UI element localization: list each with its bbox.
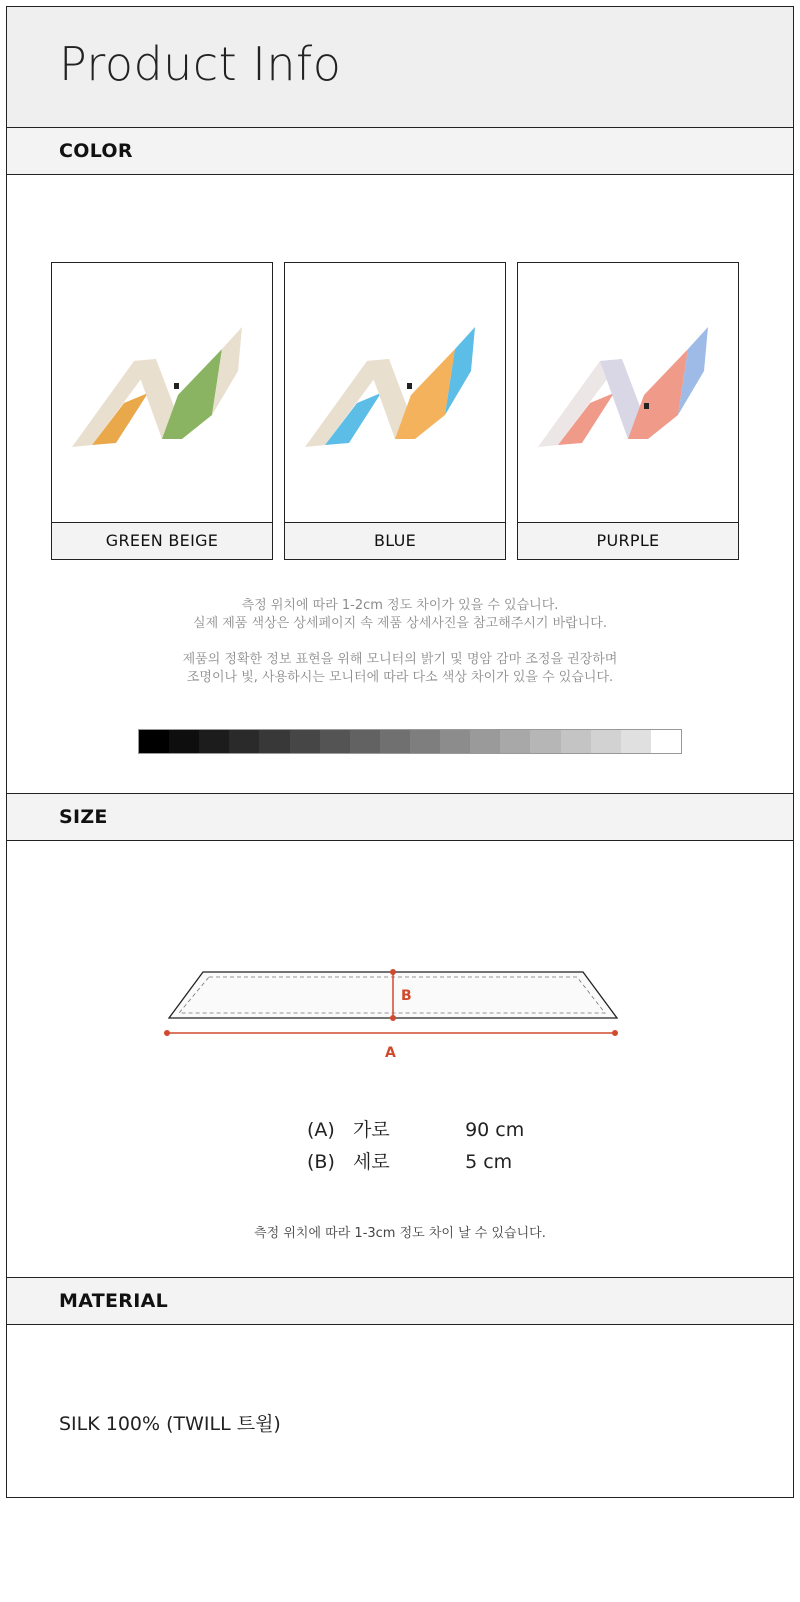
grayscale-swatch [199,730,229,753]
color-label: GREEN BEIGE [52,522,272,559]
scarf-image-blue [285,263,505,523]
scarf-image-purple [518,263,738,523]
color-card-blue[interactable] [284,262,506,560]
size-section-title: SIZE [59,806,108,828]
grayscale-swatch [320,730,350,753]
scarf-image-green-beige [52,263,272,523]
grayscale-swatch [410,730,440,753]
grayscale-swatch [350,730,380,753]
color-section-title: COLOR [59,140,133,162]
grayscale-swatch [380,730,410,753]
dimension-a-label: A [385,1045,396,1061]
product-info-panel [6,6,794,1498]
title-bar [7,7,793,128]
size-name: 세로 [353,1151,390,1173]
color-note-line1: 측정 위치에 따라 1-2cm 정도 차이가 있을 수 있습니다. [241,598,559,613]
grayscale-swatch [290,730,320,753]
grayscale-swatch [651,730,681,753]
color-section-header [7,127,793,175]
grayscale-swatch [530,730,560,753]
grayscale-swatch [591,730,621,753]
grayscale-swatch [259,730,289,753]
size-code: (B) [307,1151,335,1173]
grayscale-swatch [470,730,500,753]
grayscale-swatch [169,730,199,753]
size-diagram [157,952,637,1082]
color-note-line4: 조명이나 빛, 사용하시는 모니터에 따라 다소 색상 차이가 있을 수 있습니다. [186,670,614,685]
grayscale-swatch [229,730,259,753]
color-label: BLUE [285,522,505,559]
grayscale-calibration-bar [138,729,682,754]
size-row-b [307,1147,512,1174]
size-row-a [307,1115,524,1142]
color-card-purple[interactable] [517,262,739,560]
dimension-b-label: B [401,988,412,1004]
size-section-header [7,793,793,841]
color-card-green-beige[interactable] [51,262,273,560]
material-section-title: MATERIAL [59,1290,168,1312]
grayscale-swatch [561,730,591,753]
material-text: SILK 100% (TWILL 트윌) [59,1413,281,1435]
page-title: Product Info [59,37,342,91]
grayscale-swatch [440,730,470,753]
color-note-line3: 제품의 정확한 정보 표현을 위해 모니터의 밝기 및 명암 감마 조정을 권장하며 [182,652,618,667]
size-value: 5 cm [465,1151,513,1173]
size-note: 측정 위치에 따라 1-3cm 정도 차이 날 수 있습니다. [254,1226,546,1241]
size-code: (A) [307,1119,335,1141]
color-label: PURPLE [518,522,738,559]
size-value: 90 cm [465,1119,525,1141]
size-name: 가로 [353,1119,390,1141]
material-section-header [7,1277,793,1325]
grayscale-swatch [500,730,530,753]
color-note-line2: 실제 제품 색상은 상세페이지 속 제품 상세사진을 참고해주시기 바랍니다. [193,616,607,631]
grayscale-swatch [621,730,651,753]
grayscale-swatch [139,730,169,753]
